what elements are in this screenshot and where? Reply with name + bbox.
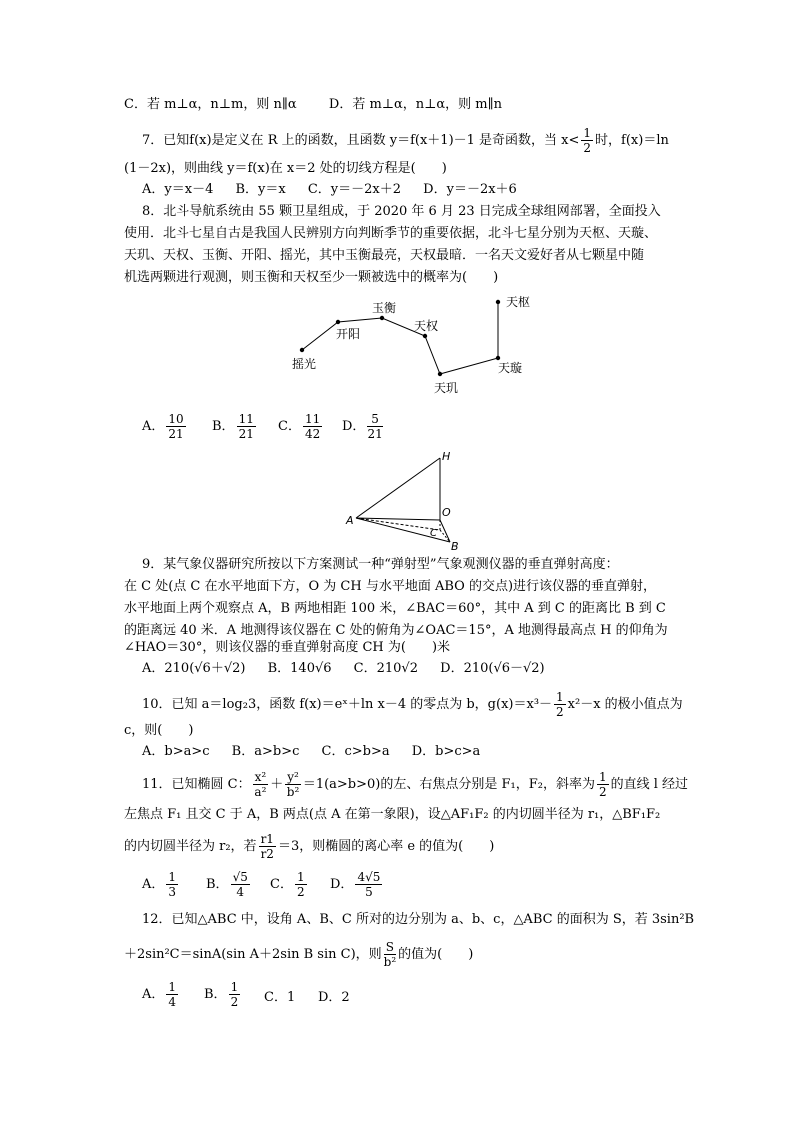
q7-option-c: C．y＝－2x＋2 [307, 182, 402, 197]
star-tianxuan [496, 356, 500, 360]
star-yaoguang [300, 348, 304, 352]
star-tianquan [423, 334, 427, 338]
q9-option-a: A．210(√6＋√2) [142, 661, 246, 676]
label-h: H [442, 450, 451, 463]
q8-option-d: D． $\frac{5}{21}$ [342, 412, 383, 441]
q11-option-d: D． $\frac{4√5}{5}$ [330, 870, 381, 899]
q10-line1: 10．已知 a＝log₂3，函数 f(x)＝eˣ＋ln x－4 的零点为 b，g(x)＝x³－ $\frac{1}{2}$ x²－x 的极小值点为 [142, 690, 683, 719]
label-yuheng: 玉衡 [372, 301, 397, 315]
q7-option-a: A．y＝x－4 [142, 182, 214, 197]
q9-option-c: C．210√2 [353, 661, 418, 676]
q10-option-a: A．b>a>c [142, 744, 210, 759]
q12-line2: ＋2sin²C＝sinA(sin A＋2sin B sin C)，则 $\frac{S}{\text{b²}}$ 的值为( ) [124, 940, 474, 969]
q12-line1: 12．已知△ABC 中，设角 A、B、C 所对的边分别为 a、b、c，△ABC 的面积为 S，若 3sin²B [142, 912, 695, 927]
q9-geometry-figure [340, 448, 470, 552]
q8-option-c: C． $\frac{11}{42}$ [278, 412, 321, 441]
q10-options [142, 743, 498, 761]
q8-line3: 天玑、天权、玉衡、开阳、摇光，其中玉衡最亮，天权最暗．一名天文爱好者从七颗星中随 [124, 248, 645, 263]
q12-option-d: D．2 [318, 990, 350, 1005]
q10-option-d: D．b>c>a [411, 744, 481, 759]
label-tianji: 天玑 [434, 381, 459, 395]
q6-option-c: C．若 m⊥α，n⊥m，则 n∥α [124, 97, 297, 112]
q9-line3: 水平地面上两个观察点 A，B 两地相距 100 米，∠BAC＝60°，其中 A 到 C 的距离比 B 到 C [124, 601, 666, 616]
q6-option-d: D．若 m⊥α，n⊥α，则 m∥n [328, 97, 503, 112]
q12-option-c: C．1 [264, 990, 296, 1005]
q8-line2: 使用．北斗七星自古是我国人民辨别方向判断季节的重要依据，北斗七星分别为天枢、天璇、 [124, 226, 658, 241]
q10-option-b: B．a>b>c [231, 744, 300, 759]
q7-option-b: B．y＝x [235, 182, 286, 197]
label-tianxuan: 天璇 [498, 361, 523, 375]
q12-option-b: B． $\frac{1}{2}$ [204, 980, 239, 1009]
q11-option-c: C． $\frac{1}{2}$ [270, 870, 305, 899]
q12-option-a: A． $\frac{1}{4}$ [142, 980, 177, 1009]
big-dipper-figure [280, 290, 560, 400]
q11-option-a: A． $\frac{1}{3}$ [142, 870, 177, 899]
label-a: A [346, 514, 354, 527]
q10-fraction: $\frac{1}{2}$ [556, 690, 564, 719]
q8-option-a: A． $\frac{10}{21}$ [142, 412, 184, 441]
label-yaoguang: 摇光 [292, 357, 317, 371]
q10-line2: c，则( ) [124, 723, 194, 738]
q9-option-d: D．210(√6－√2) [440, 661, 545, 676]
q9-option-b: B．140√6 [267, 661, 332, 676]
q7-line2: (1－2x)，则曲线 y＝f(x)在 x＝2 处的切线方程是( ) [124, 161, 447, 176]
q11-line3: 的内切圆半径为 r₂，若 $\frac{r1}{r2}$ ＝3，则椭圆的离心率 e 的值为( ) [124, 832, 495, 861]
star-yuheng [380, 316, 384, 320]
q7-options [142, 181, 535, 199]
q7-fraction: $\frac{1}{2}$ [583, 126, 592, 155]
q7-option-d: D．y＝－2x＋6 [423, 182, 517, 197]
q6-options [124, 96, 502, 114]
star-kaiyang [336, 320, 340, 324]
q8-option-b: B． $\frac{11}{21}$ [212, 412, 254, 441]
q9-line1: 9．某气象仪器研究所按以下方案测试一种“弹射型”气象观测仪器的垂直弹射高度： [142, 557, 619, 572]
label-tianshu: 天枢 [506, 295, 531, 309]
q8-line1: 8．北斗导航系统由 55 颗卫星组成，于 2020 年 6 月 23 日完成全球组网部署，全面投入 [142, 204, 661, 219]
q11-line1: 11．已知椭圆 C： $\frac{\text{x²}}{\text{a²}}$ ＋ $\frac{\text{y²}}{\text{b²}}$ ＝1(a>b>0)的左、右焦点分别是 F₁，F₂，斜率为 $\frac{1}{2}$ 的直线 l 经过 [142, 770, 689, 799]
q9-options [142, 660, 563, 678]
label-tianquan: 天权 [414, 319, 439, 333]
q8-line4: 机选两颗进行观测，则玉衡和天权至少一颗被选中的概率为( ) [124, 270, 499, 285]
star-tianshu [496, 300, 500, 304]
q11-line2: 左焦点 F₁ 且交 C 于 A，B 两点(点 A 在第一象限)，设△AF₁F₂ 的内切圆半径为 r₁，△BF₁F₂ [124, 807, 661, 822]
label-o: O [442, 506, 451, 519]
label-c: C [430, 528, 437, 539]
label-b: B [451, 540, 459, 552]
q11-option-b: B． $\frac{√5}{4}$ [206, 870, 248, 899]
q9-line2: 在 C 处(点 C 在水平地面下方，O 为 CH 与水平地面 ABO 的交点)进行该仪器的垂直弹射， [124, 579, 657, 594]
label-kaiyang: 开阳 [336, 327, 361, 341]
q9-line4: 的距离远 40 米．A 地测得该仪器在 C 处的俯角为∠OAC＝15°，A 地测得最高点 H 的仰角为 [124, 623, 668, 638]
q7-line1: 7．已知f(x)是定义在 R 上的函数，且函数 y＝f(x＋1)－1 是奇函数，当 x< $\frac{1}{2}$ 时，f(x)＝ln [142, 126, 669, 155]
star-tianji [438, 372, 442, 376]
q9-line5: ∠HAO＝30°，则该仪器的垂直弹射高度 CH 为( )米 [124, 640, 451, 655]
q10-option-c: C．c>b>a [321, 744, 390, 759]
